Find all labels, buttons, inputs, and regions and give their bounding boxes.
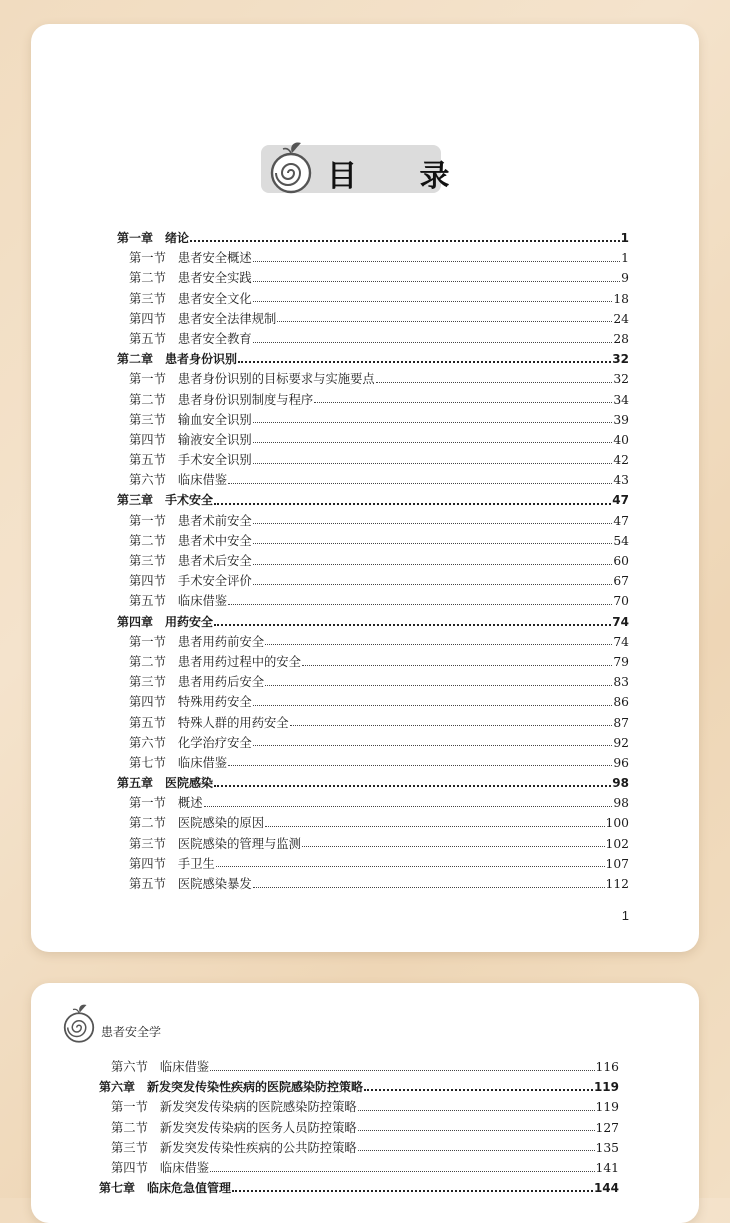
entry-title: 患者安全概述 [177,251,252,266]
entry-number: 第一节 [129,796,166,811]
entry-number: 第四节 [129,856,166,871]
entry-number: 第七节 [129,755,166,770]
entry-number: 第四节 [129,311,166,326]
toc-section-entry[interactable] [117,369,629,389]
entry-number: 第四节 [111,1160,148,1175]
entry-page-number: 135 [595,1140,619,1155]
dot-leader [253,281,620,282]
entry-page-number: 112 [605,877,629,891]
dot-leader [253,422,613,423]
entry-number: 第二节 [129,271,166,286]
dot-leader [290,725,613,726]
dot-leader [253,523,613,524]
toc-section-entry[interactable] [117,632,629,652]
dot-leader [302,846,605,847]
entry-number: 第四节 [129,695,166,710]
entry-number: 第六节 [129,735,166,750]
entry-number: 第五节 [129,331,166,346]
entry-title: 新发突发传染性疾病的公共防控策略 [159,1140,357,1155]
toc-section-entry[interactable] [117,309,629,329]
dot-leader [253,301,613,302]
entry-page-number: 60 [613,554,629,568]
entry-title: 概述 [177,796,203,811]
entry-title: 患者术后安全 [177,554,252,568]
entry-title: 医院感染暴发 [177,877,252,891]
toc-chapter-entry[interactable] [117,773,629,793]
entry-page-number: 100 [605,816,629,831]
entry-page-number: 47 [612,493,629,508]
toc-section-entry[interactable] [117,753,629,773]
entry-page-number: 98 [613,796,629,811]
toc-section-entry[interactable] [117,813,629,833]
dot-leader [214,785,611,787]
toc-section-entry[interactable] [117,672,629,692]
entry-title: 手卫生 [177,856,215,871]
toc-section-entry[interactable] [117,410,629,430]
dot-leader [253,261,620,262]
entry-number: 第三节 [129,412,166,427]
entry-number: 第六节 [129,473,166,488]
entry-title: 患者安全法律规制 [177,311,277,326]
dot-leader [314,402,612,403]
entry-page-number: 74 [612,614,629,629]
toc-section-entry[interactable] [117,289,629,309]
entry-number: 第一节 [129,634,166,649]
entry-title: 新发突发传染病的医务人员防控策略 [159,1120,357,1135]
dot-leader [228,604,612,605]
dot-leader [302,665,612,666]
entry-number: 第二章 [117,352,154,367]
entry-page-number: 79 [613,654,629,669]
toc-section-entry[interactable] [99,1097,619,1117]
dot-leader [253,564,613,565]
entry-number: 第一章 [117,231,154,245]
entry-page-number: 28 [613,331,629,346]
entry-title: 输血安全识别 [177,412,252,427]
entry-title: 患者安全实践 [177,271,252,286]
toc-chapter-entry[interactable] [99,1077,619,1097]
entry-title: 临床借鉴 [159,1160,210,1175]
toc-section-entry[interactable] [99,1138,619,1158]
entry-number: 第六节 [111,1060,148,1074]
entry-number: 第五章 [117,776,154,791]
toc-section-entry[interactable] [117,571,629,591]
toc-chapter-entry[interactable] [117,490,629,510]
entry-page-number: 42 [613,453,629,468]
entry-page-number: 74 [613,634,629,649]
entry-number: 第五节 [129,453,166,468]
entry-title: 临床借鉴 [177,473,228,488]
toc-section-entry[interactable] [117,551,629,571]
toc-chapter-entry[interactable] [99,1178,619,1198]
toc-title-box [261,145,476,194]
entry-number: 第六章 [99,1080,136,1095]
toc-section-entry[interactable] [117,390,629,410]
entry-page-number: 32 [613,372,629,387]
entry-title: 患者身份识别的目标要求与实施要点 [177,372,375,387]
entry-title: 特殊用药安全 [177,695,252,710]
toc-section-entry[interactable] [99,1057,619,1077]
toc-list-page-2 [99,1057,619,1198]
entry-page-number: 32 [612,352,629,367]
entry-number: 第二节 [129,654,166,669]
toc-section-entry[interactable] [117,854,629,874]
toc-chapter-entry[interactable] [117,349,629,369]
toc-section-entry[interactable] [117,268,629,288]
toc-section-entry[interactable] [117,430,629,450]
entry-number: 第五节 [129,715,166,730]
entry-number: 第四节 [129,574,166,589]
dot-leader [253,442,613,443]
entry-number: 第三章 [117,493,154,508]
toc-section-entry[interactable] [117,793,629,813]
entry-title: 患者身份识别 [165,352,238,367]
dot-leader [253,584,613,585]
dot-leader [228,765,612,766]
dot-leader [216,866,605,867]
entry-page-number: 98 [612,776,629,791]
toc-section-entry[interactable] [117,874,629,894]
entry-title: 绪论 [165,231,190,245]
toc-page-2 [31,983,699,1223]
entry-title: 临床借鉴 [159,1060,210,1074]
entry-title: 手术安全识别 [177,453,252,468]
entry-title: 患者术中安全 [177,533,252,548]
toc-section-entry[interactable] [117,470,629,490]
entry-number: 第二节 [129,392,166,407]
entry-page-number: 119 [595,1100,619,1115]
entry-title: 临床借鉴 [177,755,228,770]
entry-number: 第一节 [129,513,166,528]
entry-number: 第三节 [129,836,166,851]
dot-leader [277,321,612,322]
entry-number: 第四章 [117,614,154,629]
entry-number: 第一节 [111,1100,148,1115]
entry-title: 患者用药过程中的安全 [177,654,301,669]
entry-title: 输液安全识别 [177,432,252,447]
toc-section-entry[interactable] [117,652,629,672]
entry-number: 第二节 [111,1120,148,1135]
toc-section-entry[interactable] [117,692,629,712]
entry-number: 第五节 [129,594,166,609]
dot-leader [253,745,613,746]
entry-title: 新发突发传染性疾病的医院感染防控策略 [147,1080,364,1095]
dot-leader [253,705,613,706]
toc-chapter-entry[interactable] [117,612,629,632]
entry-title: 患者安全教育 [177,331,252,346]
entry-title: 手术安全 [165,493,214,508]
dot-leader [265,826,605,827]
entry-page-number: 87 [613,715,629,730]
entry-title: 临床危急值管理 [147,1181,232,1196]
entry-page-number: 67 [613,574,629,589]
dot-leader [265,644,612,645]
entry-title: 患者用药后安全 [177,675,264,690]
dot-leader [358,1130,595,1131]
dot-leader [253,543,613,544]
dot-leader [358,1150,595,1151]
entry-page-number: 96 [613,755,629,770]
toc-section-entry[interactable] [99,1118,619,1138]
dot-leader [214,503,611,505]
toc-section-entry[interactable] [117,733,629,753]
dot-leader [204,806,613,807]
entry-number: 第四节 [129,432,166,447]
running-header-book-title: 患者安全学 [101,1025,162,1039]
dot-leader [238,361,611,363]
entry-number: 第二节 [129,533,166,548]
dot-leader [265,685,612,686]
entry-page-number: 119 [593,1080,619,1095]
entry-title: 医院感染 [165,776,214,791]
entry-page-number: 83 [613,675,629,690]
dot-leader [253,463,613,464]
entry-number: 第三节 [111,1140,148,1155]
dot-leader [253,342,613,343]
entry-title: 患者术前安全 [177,513,252,528]
entry-title: 患者安全文化 [177,291,252,306]
entry-page-number: 102 [605,836,629,851]
entry-number: 第三节 [129,675,166,690]
toc-section-entry[interactable] [117,591,629,611]
toc-section-entry[interactable] [117,329,629,349]
entry-title: 特殊人群的用药安全 [177,715,289,730]
dot-leader [190,240,620,242]
entry-page-number: 24 [613,311,629,326]
entry-page-number: 70 [613,594,629,609]
entry-title: 患者用药前安全 [177,634,264,649]
toc-list-page-1 [117,228,629,894]
entry-page-number: 1 [621,251,629,266]
entry-number: 第二节 [129,816,166,831]
entry-page-number: 39 [613,412,629,427]
entry-number: 第一节 [129,372,166,387]
entry-page-number: 9 [621,271,629,286]
toc-section-entry[interactable] [117,511,629,531]
entry-title: 手术安全评价 [177,574,252,589]
toc-chapter-entry[interactable] [117,228,629,248]
entry-title: 临床借鉴 [177,594,228,609]
entry-number: 第一节 [129,251,166,266]
entry-page-number: 54 [613,533,629,548]
entry-page-number: 107 [605,856,629,871]
dot-leader [228,483,612,484]
entry-number: 第三节 [129,554,166,568]
toc-page-1 [31,24,699,952]
spiral-fruit-logo-icon [61,1001,97,1045]
dot-leader [210,1171,594,1172]
toc-section-entry[interactable] [117,531,629,551]
entry-page-number: 92 [613,735,629,750]
page-number: 1 [621,908,629,923]
entry-page-number: 47 [613,513,629,528]
toc-section-entry[interactable] [99,1158,619,1178]
entry-title: 医院感染的原因 [177,816,264,831]
entry-title: 化学治疗安全 [177,735,252,750]
entry-title: 患者身份识别制度与程序 [177,392,314,407]
entry-page-number: 116 [595,1060,619,1074]
entry-page-number: 43 [613,473,629,488]
spiral-fruit-logo-icon [267,139,315,195]
entry-page-number: 144 [593,1181,619,1196]
entry-page-number: 40 [613,432,629,447]
entry-page-number: 141 [595,1160,619,1175]
entry-page-number: 1 [620,231,629,245]
entry-page-number: 18 [613,291,629,306]
dot-leader [253,887,605,888]
entry-number: 第七章 [99,1181,136,1196]
entry-page-number: 86 [613,695,629,710]
dot-leader [232,1190,593,1192]
entry-title: 新发突发传染病的医院感染防控策略 [159,1100,357,1115]
toc-section-entry[interactable] [117,713,629,733]
toc-section-entry[interactable] [117,450,629,470]
entry-page-number: 127 [595,1120,619,1135]
entry-number: 第五节 [129,877,166,891]
dot-leader [210,1070,594,1071]
entry-title: 医院感染的管理与监测 [177,836,301,851]
entry-title: 用药安全 [165,614,214,629]
entry-page-number: 34 [613,392,629,407]
dot-leader [214,624,611,626]
dot-leader [364,1089,593,1091]
toc-section-entry[interactable] [117,834,629,854]
dot-leader [376,382,613,383]
dot-leader [358,1110,595,1111]
toc-section-entry[interactable] [117,248,629,268]
entry-number: 第三节 [129,291,166,306]
toc-heading: 目 录 [327,159,476,194]
